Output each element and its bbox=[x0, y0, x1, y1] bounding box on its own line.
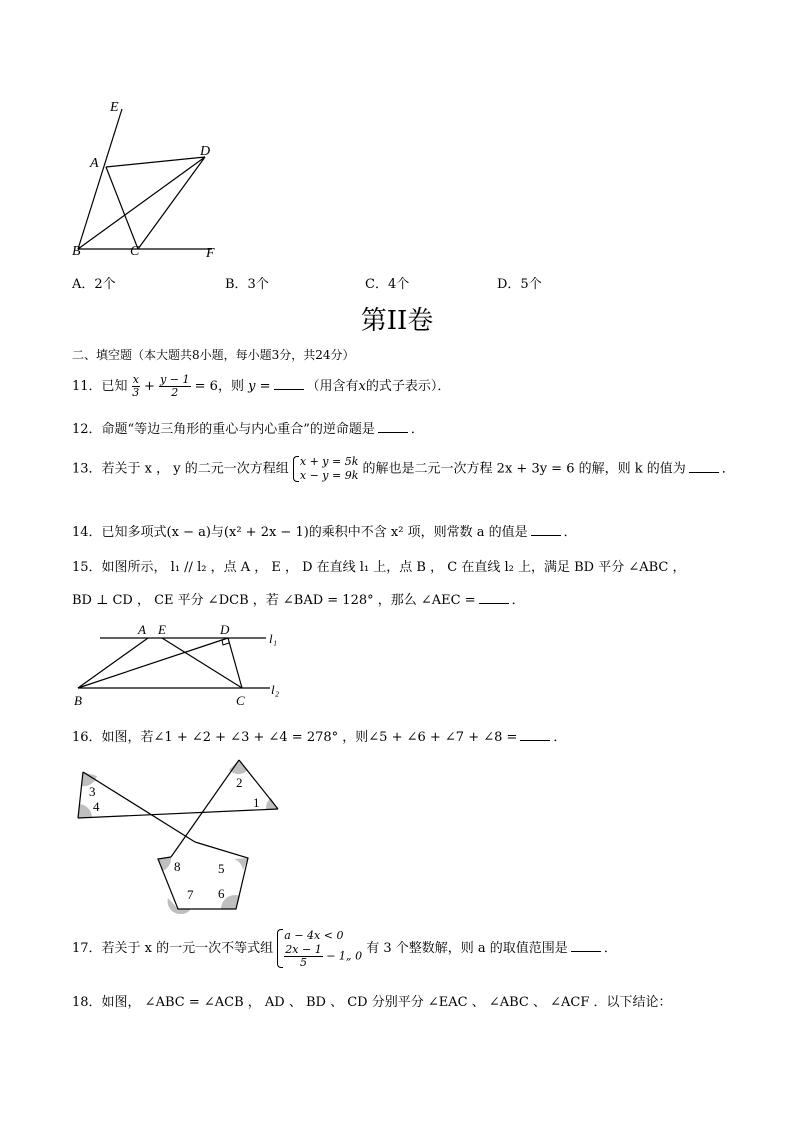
line-CD bbox=[138, 157, 205, 249]
line-AD bbox=[106, 157, 205, 167]
angle-label-4: 4 bbox=[93, 799, 100, 814]
label-A: A bbox=[90, 156, 99, 171]
angle-label-7: 7 bbox=[187, 887, 194, 902]
section-header: 二、填空题（本大题共8小题，每小题3分，共24分） bbox=[72, 348, 355, 362]
option-c: C．4个 bbox=[365, 277, 410, 292]
label-B: B bbox=[72, 244, 81, 259]
label-B: B bbox=[74, 693, 82, 708]
answer-blank bbox=[689, 471, 719, 473]
label-F: F bbox=[206, 246, 215, 261]
label-D: D bbox=[200, 144, 211, 159]
option-d: D．5个 bbox=[497, 277, 542, 292]
question-15-line2: BD ⊥ CD ， CE 平分 ∠DCB ，若 ∠BAD = 128° ，那么 ∠AEC = ． bbox=[72, 593, 525, 608]
section-title: 第II卷 bbox=[360, 306, 434, 336]
label-C: C bbox=[236, 693, 245, 708]
line-BA bbox=[78, 638, 148, 688]
option-b: B．3个 bbox=[225, 277, 269, 292]
line-BD bbox=[78, 638, 228, 688]
label-A: A bbox=[138, 622, 146, 637]
angle-label-5: 5 bbox=[218, 861, 225, 876]
label-C: C bbox=[130, 244, 140, 259]
answer-blank bbox=[571, 950, 601, 952]
answer-blank bbox=[531, 534, 561, 536]
right-angle-mark bbox=[222, 640, 229, 645]
question-15-line1: 15．如图所示， l₁ // l₂ ，点 A ， E ， D 在直线 l₁ 上，点 B ， C 在直线 l₂ 上，满足 BD 平分 ∠ABC ， bbox=[72, 560, 686, 575]
angle-label-2: 2 bbox=[236, 775, 243, 790]
angle-label-6: 6 bbox=[218, 886, 225, 901]
question-17: 17．若关于 x 的一元一次不等式组 a − 4x < 0 $\frac{2x - 1}{5}$ − 1„ 0 有 3 个整数解，则 a 的取值范围是 ． bbox=[72, 929, 617, 969]
answer-blank bbox=[378, 431, 408, 433]
question-18: 18．如图， ∠ABC = ∠ACB ， AD 、 BD 、 CD 分别平分 ∠EAC 、 ∠ABC 、 ∠ACF ．以下结论： bbox=[72, 995, 672, 1010]
figure-q10 bbox=[60, 95, 240, 265]
question-13: 13．若关于 x ， y 的二元一次方程组 x + y = 5k x − y = 9k 的解也是二元一次方程 2x + 3y = 6 的解，则 k 的值为 ． bbox=[72, 455, 735, 482]
question-14: 14．已知多项式(x − a)与(x² + 2x − 1)的乘积中不含 x² 项，则常数 a 的值是 ． bbox=[72, 525, 577, 540]
figure-q15 bbox=[70, 620, 300, 712]
line-AC bbox=[106, 167, 138, 249]
angle-label-8: 8 bbox=[174, 859, 181, 874]
question-16: 16．如图，若∠1 + ∠2 + ∠3 + ∠4 = 278° ，则∠5 + ∠6 + ∠7 + ∠8 = ． bbox=[72, 730, 567, 745]
question-11: 11．已知 $\frac{x}{3}$ + $\frac{y - 1}{2}$ = 6，则 y = （用含有x的式子表示）． bbox=[72, 373, 451, 399]
answer-blank bbox=[520, 739, 550, 741]
label-l2: l₂ bbox=[271, 682, 280, 697]
question-12: 12．命题“等边三角形的重心与内心重合”的逆命题是 ． bbox=[72, 422, 424, 437]
angle-label-1: 1 bbox=[253, 795, 260, 810]
label-D: D bbox=[220, 622, 230, 637]
answer-blank bbox=[274, 388, 304, 390]
label-l1: l₁ bbox=[269, 631, 278, 646]
option-a: A．2个 bbox=[72, 277, 116, 292]
angle-label-3: 3 bbox=[89, 784, 96, 799]
answer-blank bbox=[479, 602, 509, 604]
label-E: E bbox=[110, 100, 119, 115]
line-BE bbox=[78, 109, 122, 249]
figure-q16 bbox=[70, 752, 290, 914]
angle-mark-4 bbox=[78, 804, 92, 818]
label-E: E bbox=[158, 622, 166, 637]
